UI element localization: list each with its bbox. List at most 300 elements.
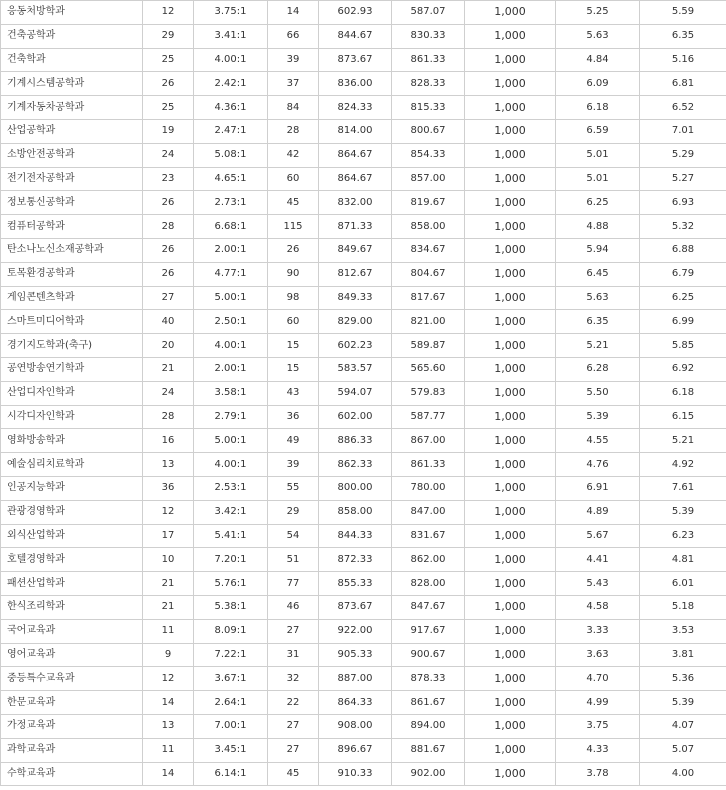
grade-b-cell: 3.53 [640,619,726,643]
competition-ratio-cell: 6.14:1 [194,762,268,786]
department-name-cell: 게임콘텐츠학과 [1,286,143,310]
competition-ratio-cell: 2.47:1 [194,119,268,143]
quota-cell: 10 [143,548,194,572]
full-score-cell: 1,000 [465,143,556,167]
score-b-cell: 861.67 [392,691,465,715]
full-score-cell: 1,000 [465,619,556,643]
competition-ratio-cell: 5.76:1 [194,572,268,596]
applicants-cell: 43 [268,381,319,405]
grade-b-cell: 5.32 [640,215,726,239]
competition-ratio-cell: 3.67:1 [194,667,268,691]
grade-b-cell: 6.15 [640,405,726,429]
department-name-cell: 정보통신공학과 [1,191,143,215]
grade-b-cell: 7.01 [640,119,726,143]
applicants-cell: 28 [268,119,319,143]
full-score-cell: 1,000 [465,429,556,453]
score-b-cell: 834.67 [392,238,465,262]
score-b-cell: 828.00 [392,572,465,596]
grade-b-cell: 6.93 [640,191,726,215]
score-b-cell: 589.87 [392,334,465,358]
quota-cell: 23 [143,167,194,191]
score-b-cell: 780.00 [392,476,465,500]
grade-a-cell: 5.50 [556,381,640,405]
table-row [1,1,726,25]
applicants-cell: 27 [268,738,319,762]
score-b-cell: 800.67 [392,119,465,143]
score-a-cell: 836.00 [319,72,392,96]
table-row [1,619,726,643]
score-a-cell: 896.67 [319,738,392,762]
score-a-cell: 829.00 [319,310,392,334]
full-score-cell: 1,000 [465,595,556,619]
grade-a-cell: 5.01 [556,143,640,167]
department-name-cell: 경기지도학과(축구) [1,334,143,358]
table-row [1,238,726,262]
score-b-cell: 862.00 [392,548,465,572]
grade-a-cell: 4.33 [556,738,640,762]
department-name-cell: 외식산업학과 [1,524,143,548]
full-score-cell: 1,000 [465,238,556,262]
grade-a-cell: 5.25 [556,1,640,25]
applicants-cell: 90 [268,262,319,286]
score-a-cell: 864.33 [319,691,392,715]
quota-cell: 24 [143,381,194,405]
applicants-cell: 49 [268,429,319,453]
department-name-cell: 응동처방학과 [1,1,143,25]
department-name-cell: 기계시스템공학과 [1,72,143,96]
department-name-cell: 한문교육과 [1,691,143,715]
full-score-cell: 1,000 [465,405,556,429]
competition-ratio-cell: 4.65:1 [194,167,268,191]
table-row [1,167,726,191]
grade-a-cell: 5.63 [556,24,640,48]
table-row [1,215,726,239]
full-score-cell: 1,000 [465,381,556,405]
table-row [1,334,726,358]
table-row [1,48,726,72]
full-score-cell: 1,000 [465,48,556,72]
grade-a-cell: 5.01 [556,167,640,191]
applicants-cell: 36 [268,405,319,429]
grade-b-cell: 5.29 [640,143,726,167]
competition-ratio-cell: 6.68:1 [194,215,268,239]
table-row [1,429,726,453]
score-a-cell: 864.67 [319,167,392,191]
grade-a-cell: 6.18 [556,96,640,120]
score-a-cell: 855.33 [319,572,392,596]
competition-ratio-cell: 3.75:1 [194,1,268,25]
applicants-cell: 14 [268,1,319,25]
table-row [1,286,726,310]
table-row [1,691,726,715]
applicants-cell: 54 [268,524,319,548]
quota-cell: 21 [143,572,194,596]
score-a-cell: 602.93 [319,1,392,25]
department-name-cell: 중등특수교육과 [1,667,143,691]
department-name-cell: 영어교육과 [1,643,143,667]
score-b-cell: 815.33 [392,96,465,120]
applicants-cell: 60 [268,167,319,191]
grade-b-cell: 6.99 [640,310,726,334]
grade-b-cell: 4.07 [640,714,726,738]
grade-a-cell: 6.28 [556,357,640,381]
applicants-cell: 39 [268,48,319,72]
full-score-cell: 1,000 [465,500,556,524]
applicants-cell: 27 [268,619,319,643]
score-a-cell: 910.33 [319,762,392,786]
quota-cell: 28 [143,215,194,239]
table-row [1,524,726,548]
score-a-cell: 594.07 [319,381,392,405]
quota-cell: 12 [143,500,194,524]
competition-ratio-cell: 5.08:1 [194,143,268,167]
table-row [1,72,726,96]
grade-a-cell: 4.88 [556,215,640,239]
department-name-cell: 건축공학과 [1,24,143,48]
full-score-cell: 1,000 [465,476,556,500]
score-a-cell: 844.67 [319,24,392,48]
competition-ratio-cell: 7.22:1 [194,643,268,667]
quota-cell: 19 [143,119,194,143]
score-b-cell: 861.33 [392,453,465,477]
grade-a-cell: 4.99 [556,691,640,715]
department-name-cell: 토목환경공학과 [1,262,143,286]
full-score-cell: 1,000 [465,691,556,715]
quota-cell: 20 [143,334,194,358]
applicants-cell: 29 [268,500,319,524]
full-score-cell: 1,000 [465,334,556,358]
competition-ratio-cell: 8.09:1 [194,619,268,643]
grade-a-cell: 4.58 [556,595,640,619]
table-row [1,667,726,691]
competition-ratio-cell: 2.53:1 [194,476,268,500]
competition-ratio-cell: 4.36:1 [194,96,268,120]
applicants-cell: 42 [268,143,319,167]
score-a-cell: 886.33 [319,429,392,453]
applicants-cell: 32 [268,667,319,691]
quota-cell: 26 [143,72,194,96]
table-row [1,262,726,286]
table-row [1,548,726,572]
table-row [1,476,726,500]
table-row [1,96,726,120]
grade-a-cell: 3.78 [556,762,640,786]
department-name-cell: 가정교육과 [1,714,143,738]
grade-a-cell: 6.35 [556,310,640,334]
competition-ratio-cell: 2.42:1 [194,72,268,96]
score-b-cell: 587.07 [392,1,465,25]
grade-a-cell: 6.09 [556,72,640,96]
applicants-cell: 84 [268,96,319,120]
grade-b-cell: 6.23 [640,524,726,548]
applicants-cell: 60 [268,310,319,334]
applicants-cell: 46 [268,595,319,619]
department-name-cell: 시각디자인학과 [1,405,143,429]
table-row [1,714,726,738]
score-a-cell: 814.00 [319,119,392,143]
score-a-cell: 800.00 [319,476,392,500]
score-b-cell: 857.00 [392,167,465,191]
grade-b-cell: 6.18 [640,381,726,405]
quota-cell: 11 [143,738,194,762]
grade-a-cell: 5.94 [556,238,640,262]
grade-b-cell: 6.79 [640,262,726,286]
department-name-cell: 산업공학과 [1,119,143,143]
score-a-cell: 864.67 [319,143,392,167]
competition-ratio-cell: 3.42:1 [194,500,268,524]
score-b-cell: 847.67 [392,595,465,619]
table-row [1,500,726,524]
score-b-cell: 565.60 [392,357,465,381]
quota-cell: 12 [143,1,194,25]
score-b-cell: 917.67 [392,619,465,643]
score-a-cell: 873.67 [319,595,392,619]
quota-cell: 24 [143,143,194,167]
grade-b-cell: 4.92 [640,453,726,477]
competition-ratio-cell: 2.79:1 [194,405,268,429]
score-b-cell: 902.00 [392,762,465,786]
table-row [1,310,726,334]
full-score-cell: 1,000 [465,453,556,477]
grade-a-cell: 3.75 [556,714,640,738]
grade-a-cell: 6.91 [556,476,640,500]
score-b-cell: 817.67 [392,286,465,310]
table-row [1,738,726,762]
score-a-cell: 873.67 [319,48,392,72]
score-b-cell: 900.67 [392,643,465,667]
score-a-cell: 602.23 [319,334,392,358]
grade-a-cell: 3.33 [556,619,640,643]
full-score-cell: 1,000 [465,762,556,786]
table-row [1,381,726,405]
score-a-cell: 849.67 [319,238,392,262]
full-score-cell: 1,000 [465,119,556,143]
department-name-cell: 공연방송연기학과 [1,357,143,381]
department-name-cell: 건축학과 [1,48,143,72]
full-score-cell: 1,000 [465,96,556,120]
competition-ratio-cell: 4.00:1 [194,453,268,477]
full-score-cell: 1,000 [465,286,556,310]
department-name-cell: 관광경영학과 [1,500,143,524]
quota-cell: 9 [143,643,194,667]
full-score-cell: 1,000 [465,167,556,191]
quota-cell: 13 [143,453,194,477]
score-b-cell: 858.00 [392,215,465,239]
grade-b-cell: 6.88 [640,238,726,262]
competition-ratio-cell: 3.41:1 [194,24,268,48]
grade-a-cell: 4.76 [556,453,640,477]
score-b-cell: 831.67 [392,524,465,548]
score-a-cell: 862.33 [319,453,392,477]
score-b-cell: 579.83 [392,381,465,405]
score-b-cell: 819.67 [392,191,465,215]
grade-a-cell: 4.89 [556,500,640,524]
grade-b-cell: 5.39 [640,500,726,524]
quota-cell: 26 [143,238,194,262]
grade-a-cell: 5.67 [556,524,640,548]
quota-cell: 14 [143,691,194,715]
score-a-cell: 905.33 [319,643,392,667]
score-b-cell: 830.33 [392,24,465,48]
grade-b-cell: 5.18 [640,595,726,619]
quota-cell: 26 [143,191,194,215]
department-name-cell: 한식조리학과 [1,595,143,619]
quota-cell: 12 [143,667,194,691]
full-score-cell: 1,000 [465,572,556,596]
competition-ratio-cell: 4.77:1 [194,262,268,286]
table-row [1,119,726,143]
department-name-cell: 인공지능학과 [1,476,143,500]
competition-ratio-cell: 2.00:1 [194,357,268,381]
grade-b-cell: 6.81 [640,72,726,96]
applicants-cell: 15 [268,334,319,358]
score-b-cell: 867.00 [392,429,465,453]
grade-b-cell: 5.27 [640,167,726,191]
quota-cell: 29 [143,24,194,48]
competition-ratio-cell: 2.50:1 [194,310,268,334]
department-name-cell: 스마트미디어학과 [1,310,143,334]
score-a-cell: 812.67 [319,262,392,286]
grade-b-cell: 6.52 [640,96,726,120]
applicants-cell: 31 [268,643,319,667]
grade-b-cell: 6.92 [640,357,726,381]
applicants-cell: 77 [268,572,319,596]
score-a-cell: 871.33 [319,215,392,239]
applicants-cell: 45 [268,191,319,215]
table-row [1,357,726,381]
department-name-cell: 전기전자공학과 [1,167,143,191]
quota-cell: 14 [143,762,194,786]
table-row [1,191,726,215]
table-body [1,1,726,786]
table-row [1,762,726,786]
competition-ratio-cell: 4.00:1 [194,48,268,72]
applicants-cell: 115 [268,215,319,239]
full-score-cell: 1,000 [465,548,556,572]
department-name-cell: 탄소나노신소재공학과 [1,238,143,262]
applicants-cell: 39 [268,453,319,477]
grade-a-cell: 5.63 [556,286,640,310]
grade-a-cell: 4.84 [556,48,640,72]
grade-a-cell: 5.39 [556,405,640,429]
score-a-cell: 858.00 [319,500,392,524]
score-b-cell: 878.33 [392,667,465,691]
table-row [1,405,726,429]
grade-b-cell: 4.81 [640,548,726,572]
score-a-cell: 922.00 [319,619,392,643]
score-a-cell: 602.00 [319,405,392,429]
department-name-cell: 예술심리치료학과 [1,453,143,477]
score-b-cell: 804.67 [392,262,465,286]
grade-b-cell: 5.36 [640,667,726,691]
full-score-cell: 1,000 [465,215,556,239]
applicants-cell: 26 [268,238,319,262]
competition-ratio-cell: 5.38:1 [194,595,268,619]
applicants-cell: 66 [268,24,319,48]
competition-ratio-cell: 2.00:1 [194,238,268,262]
score-b-cell: 861.33 [392,48,465,72]
score-b-cell: 821.00 [392,310,465,334]
quota-cell: 25 [143,48,194,72]
competition-ratio-cell: 7.00:1 [194,714,268,738]
grade-b-cell: 5.16 [640,48,726,72]
full-score-cell: 1,000 [465,357,556,381]
grade-b-cell: 4.00 [640,762,726,786]
competition-ratio-cell: 2.73:1 [194,191,268,215]
applicants-cell: 55 [268,476,319,500]
quota-cell: 40 [143,310,194,334]
table-row [1,595,726,619]
department-name-cell: 호텔경영학과 [1,548,143,572]
competition-ratio-cell: 5.00:1 [194,286,268,310]
full-score-cell: 1,000 [465,1,556,25]
quota-cell: 16 [143,429,194,453]
applicants-cell: 37 [268,72,319,96]
grade-b-cell: 6.35 [640,24,726,48]
quota-cell: 21 [143,357,194,381]
full-score-cell: 1,000 [465,667,556,691]
full-score-cell: 1,000 [465,72,556,96]
competition-ratio-cell: 5.00:1 [194,429,268,453]
competition-ratio-cell: 4.00:1 [194,334,268,358]
grade-a-cell: 6.25 [556,191,640,215]
score-a-cell: 824.33 [319,96,392,120]
grade-a-cell: 4.70 [556,667,640,691]
full-score-cell: 1,000 [465,524,556,548]
score-a-cell: 908.00 [319,714,392,738]
department-name-cell: 수학교육과 [1,762,143,786]
quota-cell: 11 [143,619,194,643]
grade-b-cell: 6.25 [640,286,726,310]
department-name-cell: 영화방송학과 [1,429,143,453]
quota-cell: 27 [143,286,194,310]
applicants-cell: 15 [268,357,319,381]
department-name-cell: 소방안전공학과 [1,143,143,167]
competition-ratio-cell: 3.58:1 [194,381,268,405]
grade-a-cell: 6.59 [556,119,640,143]
score-b-cell: 854.33 [392,143,465,167]
applicants-cell: 51 [268,548,319,572]
grade-a-cell: 4.41 [556,548,640,572]
department-name-cell: 과학교육과 [1,738,143,762]
competition-ratio-cell: 5.41:1 [194,524,268,548]
applicants-cell: 27 [268,714,319,738]
score-a-cell: 849.33 [319,286,392,310]
applicants-cell: 98 [268,286,319,310]
grade-a-cell: 6.45 [556,262,640,286]
applicants-cell: 45 [268,762,319,786]
grade-a-cell: 4.55 [556,429,640,453]
table-row [1,143,726,167]
competition-ratio-cell: 7.20:1 [194,548,268,572]
quota-cell: 13 [143,714,194,738]
full-score-cell: 1,000 [465,262,556,286]
grade-a-cell: 3.63 [556,643,640,667]
score-a-cell: 583.57 [319,357,392,381]
table-row [1,643,726,667]
score-a-cell: 872.33 [319,548,392,572]
department-name-cell: 컴퓨터공학과 [1,215,143,239]
grade-b-cell: 5.21 [640,429,726,453]
score-a-cell: 832.00 [319,191,392,215]
quota-cell: 17 [143,524,194,548]
quota-cell: 28 [143,405,194,429]
department-name-cell: 기계자동차공학과 [1,96,143,120]
grade-b-cell: 5.85 [640,334,726,358]
table-row [1,572,726,596]
score-b-cell: 587.77 [392,405,465,429]
score-b-cell: 847.00 [392,500,465,524]
